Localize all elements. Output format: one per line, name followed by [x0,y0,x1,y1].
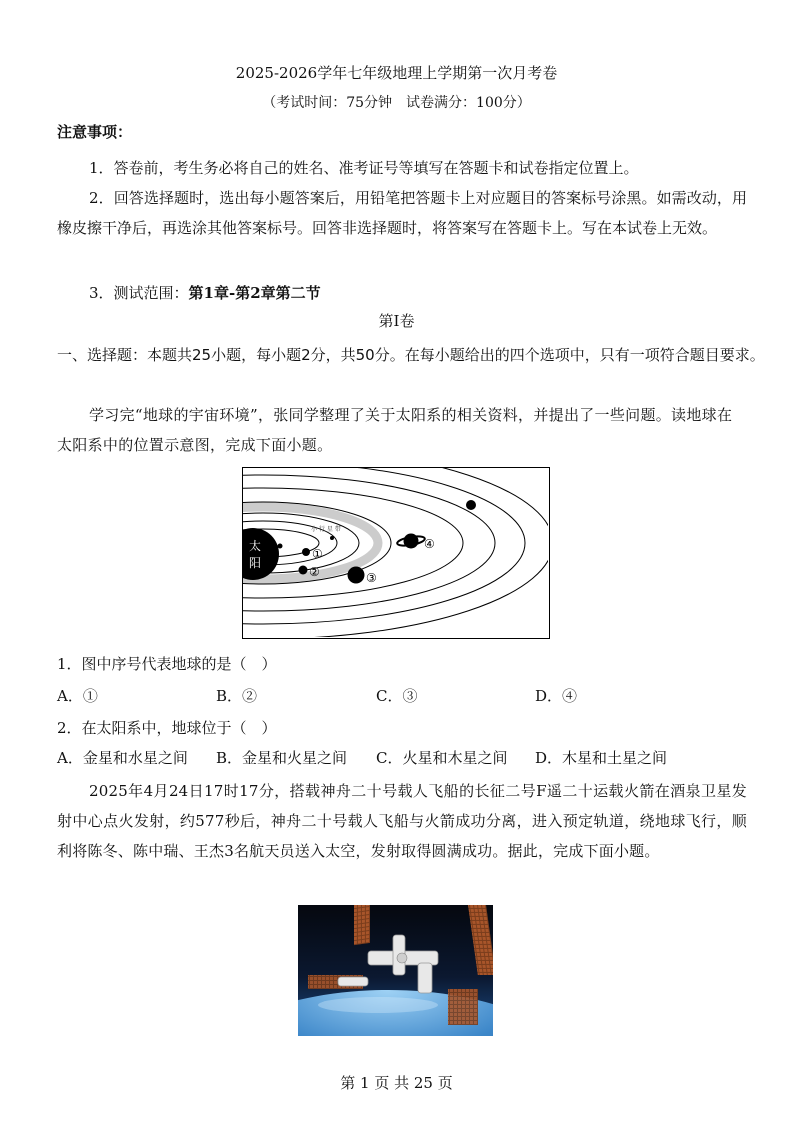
q1-option-d[interactable]: D．④ [535,687,578,705]
solar-panel-left [354,905,370,945]
orbit-7 [243,468,525,624]
marker-2: ② [309,565,320,579]
q2-option-b[interactable]: B．金星和火星之间 [216,749,348,767]
q1-option-a[interactable]: A．① [57,687,98,705]
planet-3 [348,567,365,584]
q1-option-c[interactable]: C．③ [376,687,418,705]
notice-heading: 注意事项： [57,123,133,141]
solar-panel-lower-right [448,989,478,1025]
planet-1 [302,548,310,556]
exam-subtitle: （考试时间：75分钟 试卷满分：100分） [262,95,531,111]
orbit-6 [243,475,495,611]
q2-option-d[interactable]: D．木星和土星之间 [535,749,668,767]
sun [243,528,279,580]
passage-1: 学习完“地球的宇宙环境”，张同学整理了关于太阳系的相关资料，并提出了一些问题。读地球在太阳系中的位置示意图，完成下面小题。 [57,406,733,454]
volume-label: 第Ⅰ卷 [378,312,415,330]
question-2-stem: 2．在太阳系中，地球位于（ ） [57,719,277,737]
solar-system-diagram [242,467,550,639]
planet-outer [466,500,476,510]
question-2-options [57,743,747,773]
spacecraft [338,977,368,986]
q2-option-a[interactable]: A．金星和水星之间 [57,749,188,767]
docking-module [418,963,432,993]
q2-option-c[interactable]: C．火星和木星之间 [376,749,508,767]
test-scope: 第1章-第2章第二节 [188,284,321,302]
notice-item-3-prefix: 3．测试范围： [89,284,189,302]
sun-label-1: 太 [249,539,262,553]
marker-4: ④ [424,537,435,551]
notice-item-1: 1．答卷前，考生务必将自己的姓名、准考证号等填写在答题卡和试卷指定位置上。 [89,159,639,177]
notice-item-2: 2．回答选择题时，选出每小题答案后，用铅笔把答题卡上对应题目的答案标号涂黑。如需改动，用橡皮擦干净后，再选涂其他答案标号。回答非选择题时，将答案写在答题卡上。写在本试卷上无效。 [57,189,747,237]
planet-small-1 [278,544,283,549]
marker-3: ③ [366,571,377,585]
notice-item-3 [89,278,749,308]
page-footer: 第 1 页 共 25 页 [340,1074,453,1092]
planet-2 [299,566,308,575]
section-1-heading: 一、选择题：本题共25小题，每小题2分，共50分。在每小题给出的四个选项中，只有一项符合题目要求。 [57,346,765,364]
q1-option-b[interactable]: B．② [216,687,258,705]
space-station-svg [298,905,493,1036]
question-1-options [57,681,747,711]
passage-2: 2025年4月24日17时17分，搭载神舟二十号载人飞船的长征二号F遥二十运载火箭在酒泉卫星发射中心点火发射，约577秒后，神舟二十号载人飞船与火箭成功分离，进入预定轨道，绕地球飞行，顺利将陈冬、陈中瑞、王杰3名航天员送入太空，发射取得圆满成功。据此，完成下面小题。 [57,782,747,860]
solar-system-svg [243,468,548,637]
space-station-photo [298,905,493,1036]
question-1-stem: 1．图中序号代表地球的是（ ） [57,655,277,673]
orbit-8 [243,468,548,637]
planet-asteroid-dot [330,536,334,540]
sun-label-2: 阳 [249,556,262,570]
marker-1: ① [312,547,323,561]
exam-title: 2025-2026学年七年级地理上学期第一次月考卷 [235,64,558,82]
asteroid-belt-label: 小 行 星 带 [311,526,341,533]
